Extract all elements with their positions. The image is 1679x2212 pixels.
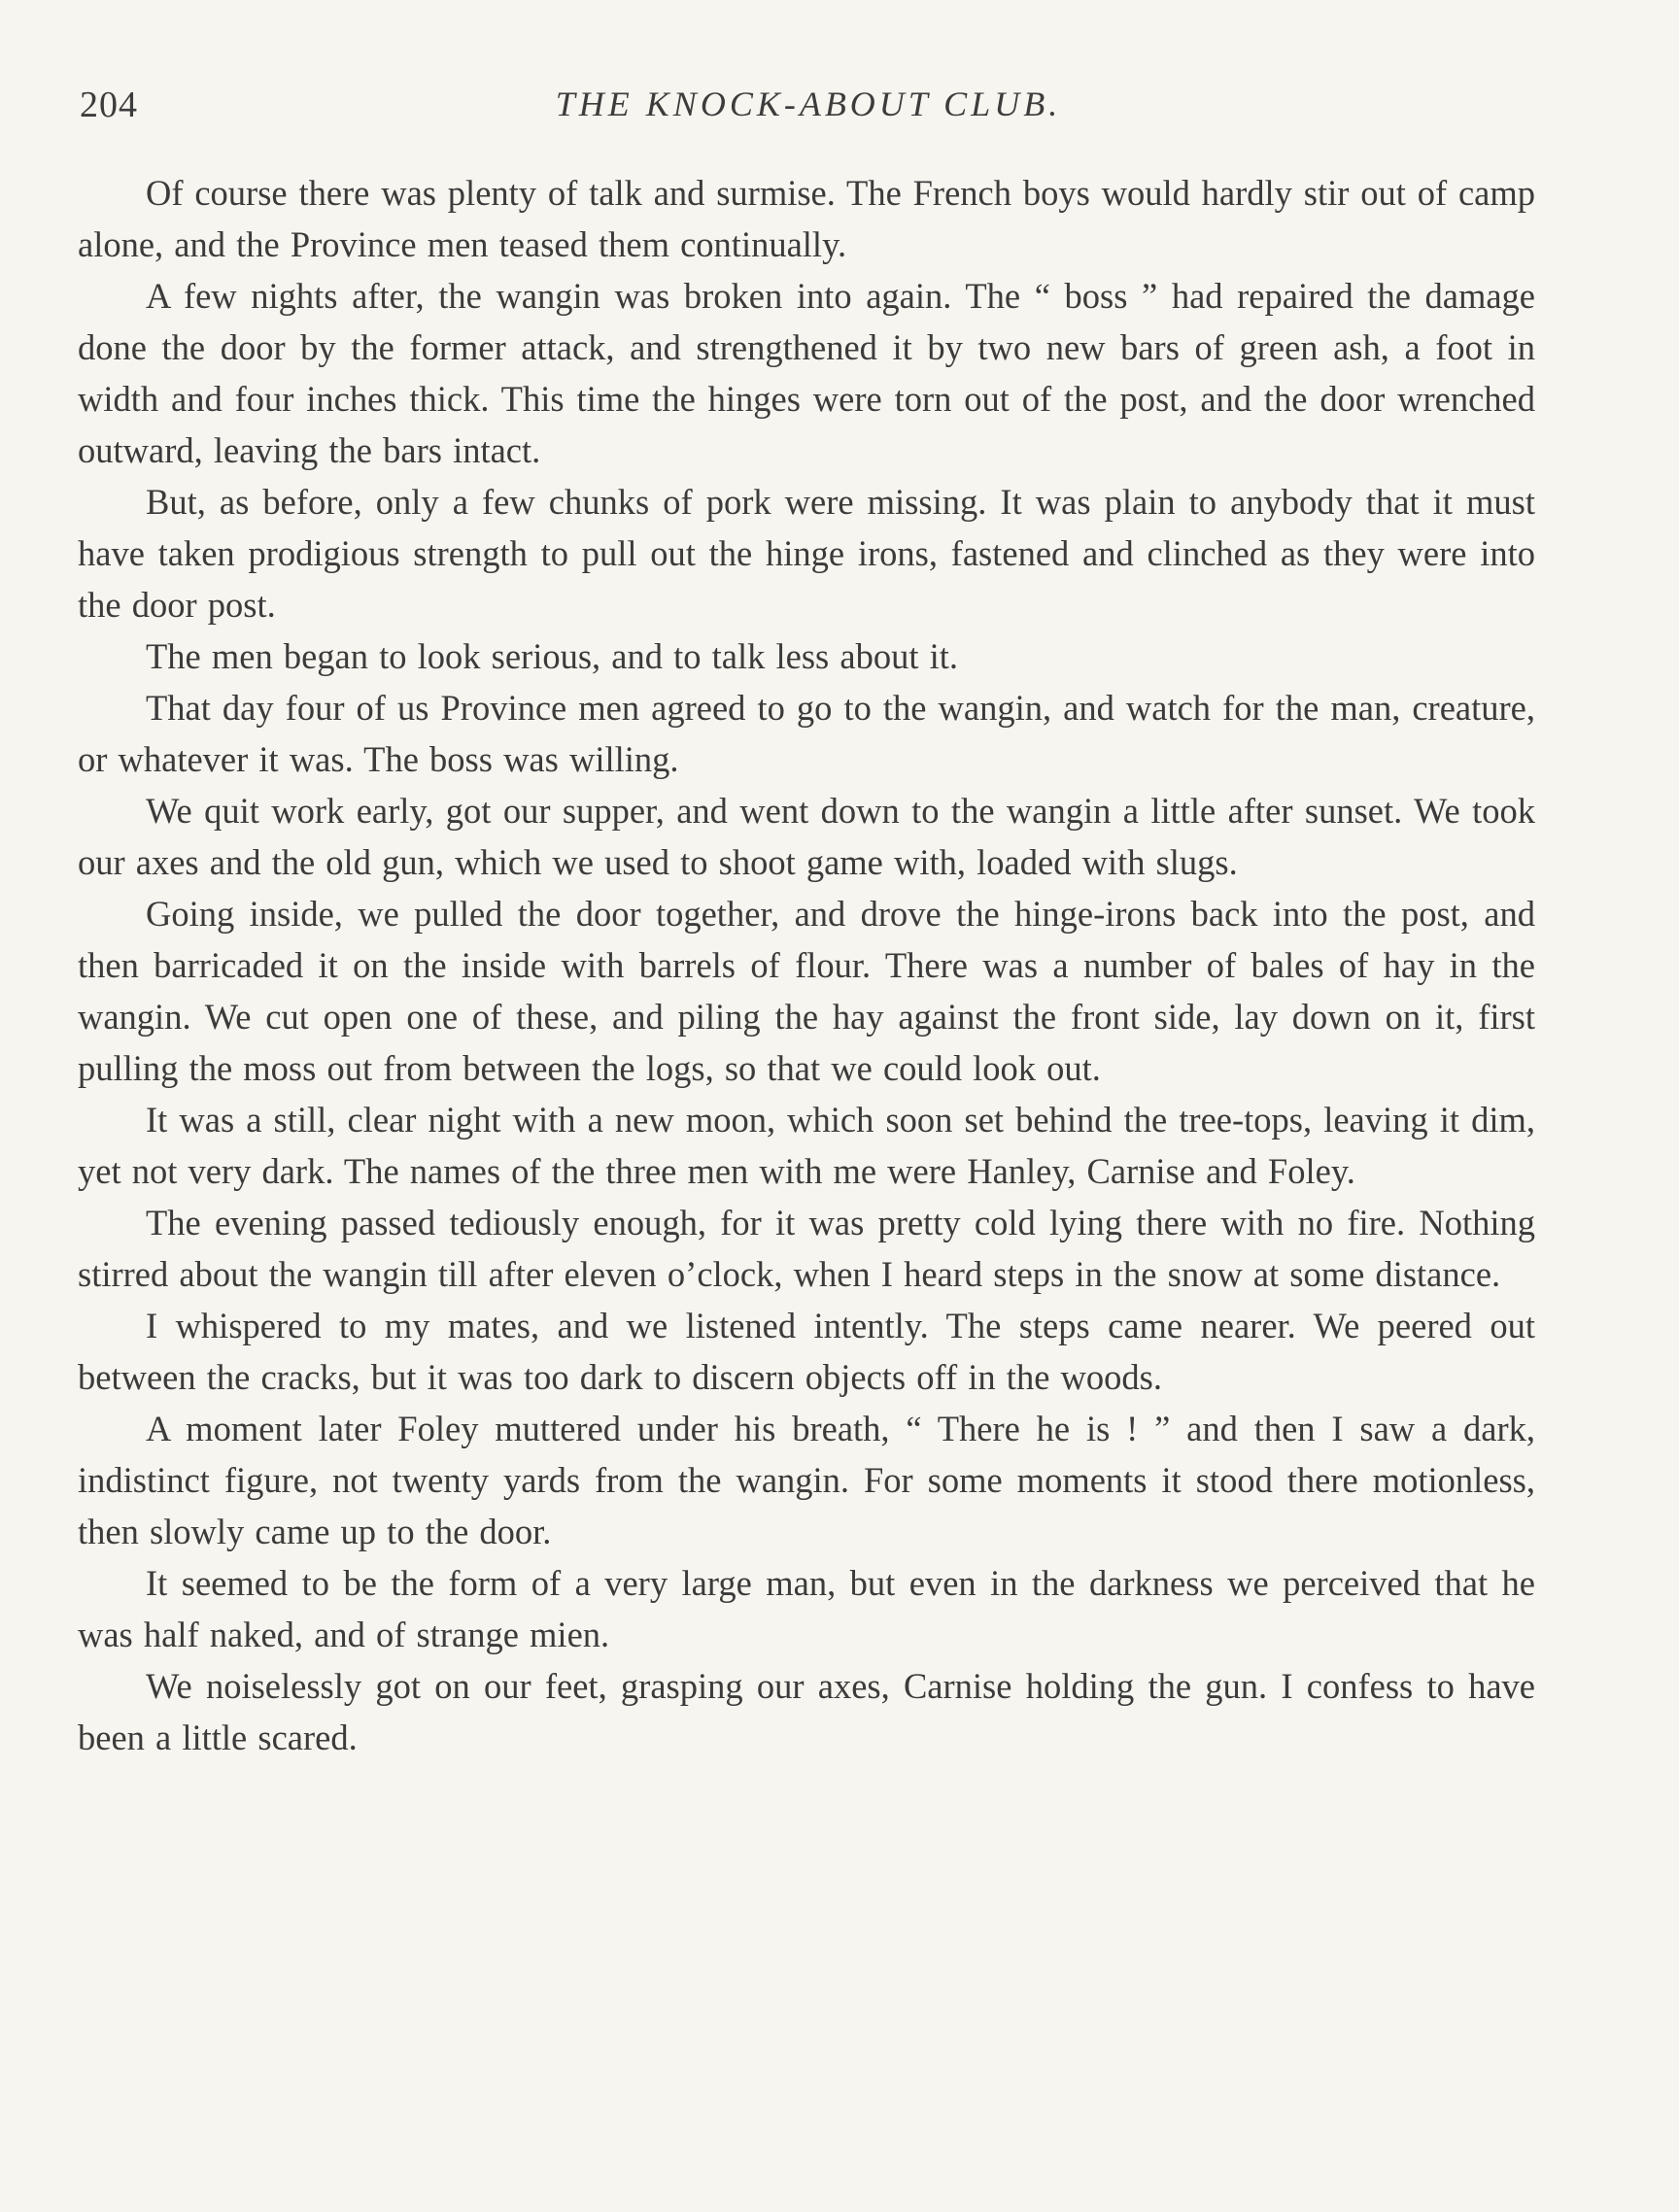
paragraph: I whispered to my mates, and we listened intently. The steps came nearer. We peered out between the cracks, but it was too dark to discern objects off in the woods. bbox=[78, 1306, 1535, 1397]
paragraph: The men began to look serious, and to talk less about it. bbox=[146, 636, 958, 676]
paragraph: That day four of us Province men agreed to go to the wangin, and watch for the man, creature, or whatever it was. The boss was willing. bbox=[78, 688, 1535, 779]
paragraph: A moment later Foley muttered under his breath, “ There he is ! ” and then I saw a dark, indistinct figure, not twenty yards from the wangin. For some moments it stood there motionless, then slowly came up to the door. bbox=[78, 1409, 1535, 1551]
paragraph: It seemed to be the form of a very large man, but even in the darkness we perceived that he was half naked, and of strange mien. bbox=[78, 1563, 1535, 1654]
paragraph: But, as before, only a few chunks of pork were missing. It was plain to anybody that it must have taken prodigious strength to pull out the hinge irons, fastened and clinched as they were into the door post. bbox=[78, 482, 1535, 625]
body-text bbox=[78, 167, 1535, 1763]
page-number: 204 bbox=[80, 85, 138, 125]
paragraph: Going inside, we pulled the door together, and drove the hinge-irons back into the post, and then barricaded it on the inside with barrels of flour. There was a number of bales of hay in the wangin. We cut open one of these, and piling the hay against the front side, lay down on it, first pulling the moss out from between the logs, so that we could look out. bbox=[78, 894, 1535, 1088]
paragraph: We quit work early, got our supper, and went down to the wangin a little after sunset. We took our axes and the old gun, which we used to shoot game with, loaded with slugs. bbox=[78, 791, 1535, 882]
paragraph: A few nights after, the wangin was broken into again. The “ boss ” had repaired the damage done the door by the former attack, and strengthened it by two new bars of green ash, a foot in width and four inches thick. This time the hinges were torn out of the post, and the door wrenched outward, leaving the bars intact. bbox=[78, 276, 1535, 470]
running-title: THE KNOCK-ABOUT CLUB. bbox=[555, 85, 1062, 123]
paragraph: Of course there was plenty of talk and surmise. The French boys would hardly stir out of camp alone, and the Province men teased them continually. bbox=[78, 173, 1535, 264]
paragraph: We noiselessly got on our feet, grasping our axes, Carnise holding the gun. I confess to have been a little scared. bbox=[78, 1666, 1535, 1757]
paragraph: The evening passed tediously enough, for it was pretty cold lying there with no fire. Nothing stirred about the wangin till after eleven o’clock, when I heard steps in the snow at some distance. bbox=[78, 1203, 1535, 1294]
running-head bbox=[80, 84, 1537, 142]
paragraph: It was a still, clear night with a new moon, which soon set behind the tree-tops, leaving it dim, yet not very dark. The names of the three men with me were Hanley, Carnise and Foley. bbox=[78, 1100, 1535, 1191]
